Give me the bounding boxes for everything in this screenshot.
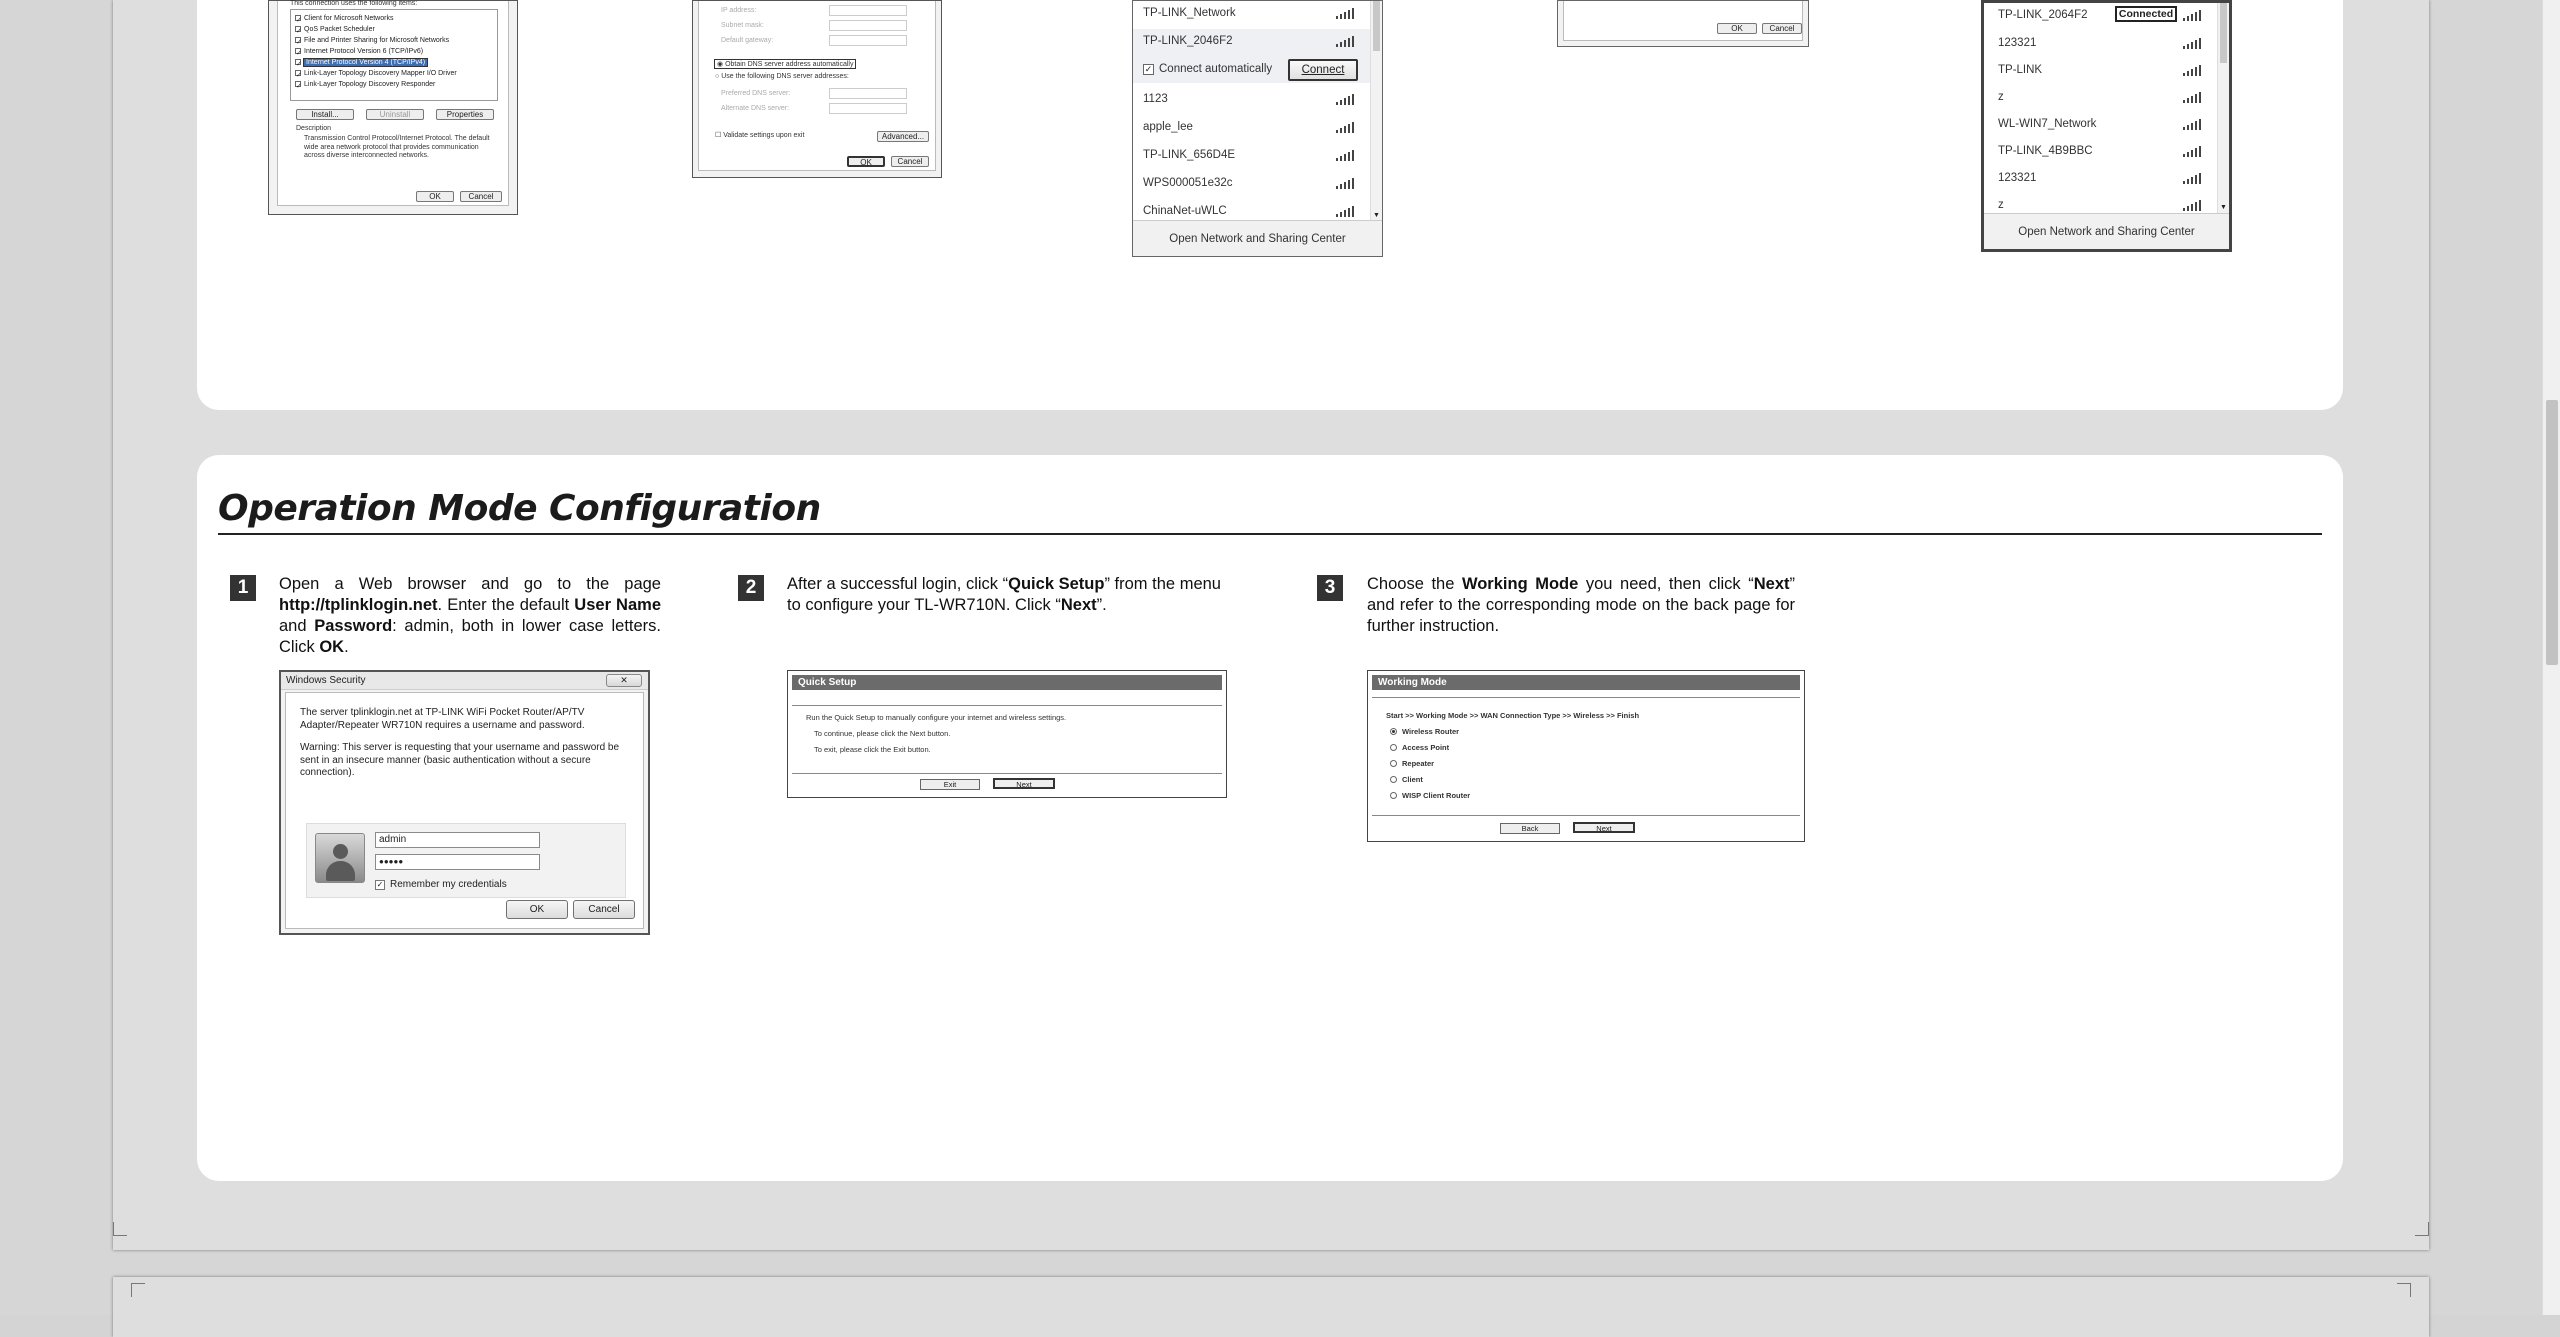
signal-icon	[2183, 9, 2203, 21]
list-item: ✓ QoS Packet Scheduler	[296, 26, 375, 36]
step-3-instructions: Choose the Working Mode you need, then click “Next” and refer to the corresponding mode on the back page for further instruction.	[1367, 575, 1795, 635]
mode-option: Repeater	[1402, 759, 1435, 768]
validate-checkbox: ☐ Validate settings upon exit	[715, 132, 805, 139]
password-field: ●●●●●	[375, 854, 540, 870]
quick-setup-screenshot	[787, 670, 1227, 798]
dialog-message: The server tplinklogin.net at TP-LINK WiFi Pocket Router/AP/TV Adapter/Repeater WR710N requires a username and password. Warning: This server is requesting that your username and password be sent in an insecure manner (basic authentication without a secure connection).	[300, 707, 620, 778]
wifi-network-list-screenshot	[1132, 0, 1383, 257]
properties-button: Properties	[436, 109, 494, 120]
network-name: 123321	[1998, 37, 2037, 49]
network-name: WL-WIN7_Network	[1998, 118, 2097, 130]
signal-icon	[1336, 177, 1356, 189]
ok-button: OK	[506, 900, 568, 919]
signal-icon	[1336, 205, 1356, 217]
dialog-title: Windows Security	[281, 672, 648, 690]
signal-icon	[2183, 199, 2203, 211]
scroll-thumb	[1373, 1, 1380, 51]
install-button: Install...	[296, 109, 354, 120]
network-sharing-center-link: Open Network and Sharing Center	[1133, 220, 1382, 256]
mode-radio	[1390, 792, 1397, 799]
credentials-box	[306, 823, 626, 898]
network-name: z	[1998, 199, 2004, 211]
step-1-instructions: Open a Web browser and go to the page http://tplinklogin.net. Enter the default User Name and Password: admin, both in lower case letters. Click OK.	[279, 575, 661, 656]
signal-icon	[2183, 91, 2203, 103]
preferred-dns-field	[829, 88, 907, 99]
scroll-down-arrow-icon: ▼	[1373, 212, 1380, 219]
list-item: ✓ Link-Layer Topology Discovery Responder	[296, 81, 436, 91]
list-scrollbar	[1370, 1, 1382, 221]
step-number: 1	[230, 575, 256, 601]
windows-security-dialog-screenshot	[279, 670, 650, 935]
cancel-button: Cancel	[573, 900, 635, 919]
crop-mark	[2415, 1222, 2429, 1236]
network-name: ChinaNet-uWLC	[1143, 205, 1227, 217]
ip-field	[829, 5, 907, 16]
lan-items-list	[290, 9, 498, 101]
list-item-selected: ✓ Internet Protocol Version 4 (TCP/IPv4)	[296, 59, 426, 69]
gateway-field	[829, 35, 907, 46]
dialog-screenshot	[1557, 0, 1809, 47]
mode-option: Access Point	[1402, 743, 1450, 752]
network-name: TP-LINK_2064F2	[1998, 9, 2088, 21]
signal-icon	[2183, 64, 2203, 76]
close-icon: ✕	[606, 674, 642, 687]
network-name: 123321	[1998, 172, 2037, 184]
cancel-button: Cancel	[891, 156, 929, 167]
user-avatar-icon	[315, 833, 365, 883]
working-mode-screenshot	[1367, 670, 1805, 842]
divider	[1372, 815, 1800, 816]
divider	[1372, 697, 1800, 698]
uninstall-button: Uninstall	[366, 109, 424, 120]
signal-icon	[1336, 121, 1356, 133]
instruction-line: To exit, please click the Exit button.	[814, 745, 931, 754]
title-divider	[218, 533, 2322, 535]
remember-label: Remember my credentials	[390, 879, 507, 890]
list-item: ✓ Internet Protocol Version 6 (TCP/IPv6)	[296, 48, 424, 58]
crop-mark	[113, 1222, 127, 1236]
wifi-network-list-connected-screenshot	[1981, 0, 2232, 252]
section-title: Operation Mode Configuration	[218, 488, 821, 529]
mode-option: Client	[1402, 775, 1423, 784]
network-name: apple_lee	[1143, 121, 1193, 133]
connected-badge: Connected	[2115, 6, 2177, 22]
signal-icon	[1336, 149, 1356, 161]
step-2-instructions: After a successful login, click “Quick Setup” from the menu to configure your TL-WR710N. Click “Next”.	[787, 575, 1221, 614]
signal-icon	[2183, 37, 2203, 49]
vertical-scrollbar[interactable]	[2542, 0, 2560, 1315]
instruction-line: To continue, please click the Next button.	[814, 729, 951, 738]
signal-icon	[2183, 172, 2203, 184]
network-name: WPS000051e32c	[1143, 177, 1233, 189]
network-name: TP-LINK_Network	[1143, 7, 1236, 19]
cancel-button: Cancel	[1762, 23, 1802, 34]
alternate-dns-field	[829, 103, 907, 114]
divider	[792, 773, 1222, 774]
username-field: admin	[375, 832, 540, 848]
setup-path: Start >> Working Mode >> WAN Connection Type >> Wireless >> Finish	[1386, 711, 1640, 720]
signal-icon	[2183, 145, 2203, 157]
panel-header: Working Mode	[1372, 675, 1800, 690]
connect-automatically-label: Connect automatically	[1159, 63, 1273, 75]
mode-option: Wireless Router	[1402, 727, 1460, 736]
step-number: 3	[1317, 575, 1343, 601]
scroll-thumb	[2220, 3, 2227, 63]
network-name: TP-LINK	[1998, 64, 2043, 76]
list-scrollbar	[2217, 3, 2229, 213]
network-name: TP-LINK_2046F2	[1143, 35, 1233, 47]
lan-items-header: This connection uses the following items:	[290, 0, 418, 7]
signal-icon	[1336, 35, 1356, 47]
list-item: ✓ Client for Microsoft Networks	[296, 15, 394, 25]
next-button: Next	[1573, 822, 1635, 833]
description-label: Description	[296, 125, 332, 132]
description-text: Transmission Control Protocol/Internet Protocol. The default wide area network protocol that provides communication across diverse interconnected networks.	[304, 135, 490, 159]
document-page	[113, 1277, 2429, 1337]
subnet-field	[829, 20, 907, 31]
list-item: ✓ Link-Layer Topology Discovery Mapper I/O Driver	[296, 70, 457, 80]
cancel-button: Cancel	[460, 191, 502, 202]
exit-button: Exit	[920, 779, 980, 790]
mode-radio	[1390, 776, 1397, 783]
dns-auto-option: ◉ Obtain DNS server address automatically	[717, 61, 854, 68]
crop-mark	[131, 1283, 145, 1297]
panel-header: Quick Setup	[792, 675, 1222, 690]
preferred-dns-label: Preferred DNS server:	[721, 90, 791, 97]
step-number: 2	[738, 575, 764, 601]
mode-radio	[1390, 760, 1397, 767]
network-name: TP-LINK_656D4E	[1143, 149, 1236, 161]
subnet-mask-label: Subnet mask:	[721, 22, 764, 29]
network-name: TP-LINK_4B9BBC	[1998, 145, 2093, 157]
connect-automatically-checkbox: ✓	[1144, 64, 1153, 74]
dns-manual-option: ○ Use the following DNS server addresses:	[715, 73, 849, 80]
scrollbar-thumb[interactable]	[2546, 400, 2558, 665]
network-name: z	[1998, 91, 2004, 103]
ok-button: OK	[1717, 23, 1757, 34]
remember-checkbox: ✓	[376, 880, 384, 889]
instruction-line: Run the Quick Setup to manually configure your internet and wireless settings.	[806, 713, 1067, 722]
mode-option: WISP Client Router	[1402, 791, 1471, 800]
ip-address-label: IP address:	[721, 7, 757, 14]
network-name: 1123	[1143, 93, 1168, 105]
lan-properties-screenshot	[268, 0, 518, 215]
crop-mark	[2397, 1283, 2411, 1297]
ok-button: OK	[847, 156, 885, 167]
back-button: Back	[1500, 823, 1560, 834]
network-sharing-center-link: Open Network and Sharing Center	[1984, 213, 2229, 249]
signal-icon	[1336, 93, 1356, 105]
scroll-down-arrow-icon: ▼	[2220, 204, 2227, 211]
connect-button: Connect	[1288, 59, 1358, 81]
alternate-dns-label: Alternate DNS server:	[721, 105, 790, 112]
default-gateway-label: Default gateway:	[721, 37, 774, 44]
ok-button: OK	[416, 191, 454, 202]
list-item: ✓ File and Printer Sharing for Microsoft Networks	[296, 37, 450, 47]
advanced-button: Advanced...	[877, 131, 929, 142]
mode-radio	[1390, 728, 1397, 735]
signal-icon	[1336, 7, 1356, 19]
ipv4-properties-screenshot	[692, 0, 942, 178]
mode-radio	[1390, 744, 1397, 751]
divider	[792, 705, 1222, 706]
signal-icon	[2183, 118, 2203, 130]
next-button: Next	[993, 778, 1055, 789]
